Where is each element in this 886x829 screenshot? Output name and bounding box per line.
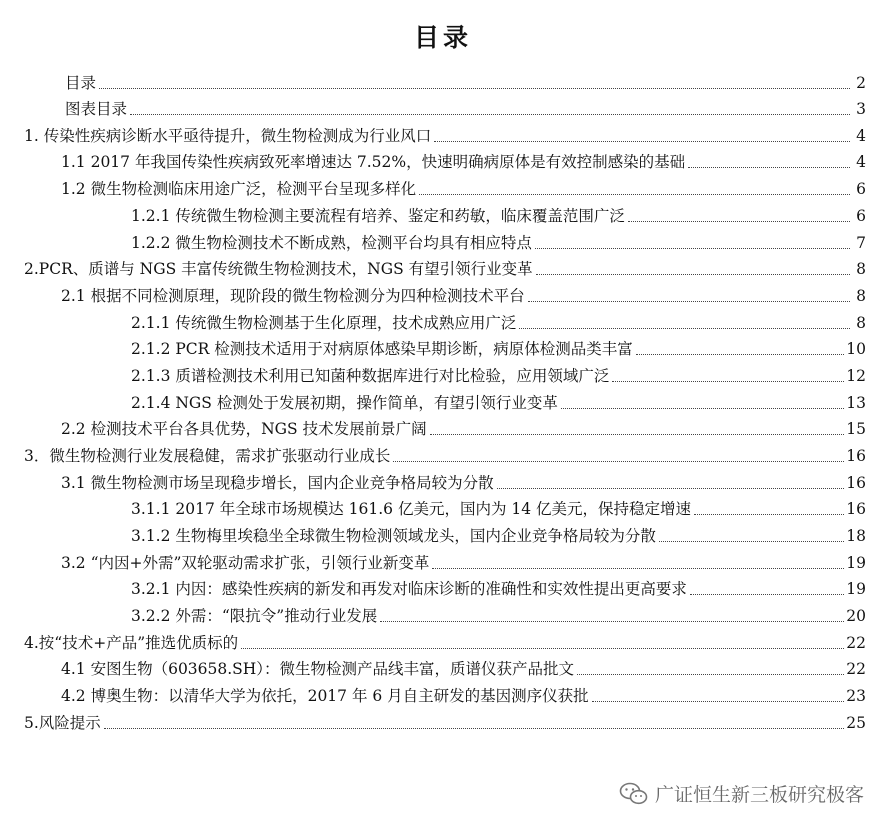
toc-entry[interactable] [24,629,866,653]
toc-leader-dots [432,568,844,569]
toc-entry-text: 3.2.2 外需：“限抗令”推动行业发展 [131,607,378,625]
toc-leader-dots [536,274,850,275]
page-title: 目录 [413,23,472,52]
toc-page-number: 4 [856,127,866,145]
toc-page-number: 20 [846,607,866,625]
toc-leader-dots [612,381,844,382]
toc-leader-dots [380,621,844,622]
toc-leader-dots [497,488,845,489]
toc-entry-text: 4.1 安图生物（603658.SH）：微生物检测产品线丰富，质谱仪获产品批文 [61,660,575,678]
toc-leader-dots [430,434,845,435]
toc-leader-dots [636,354,845,355]
toc-entry[interactable] [131,602,866,626]
toc-entry-text: 3.1.1 2017 年全球市场规模达 161.6 亿美元，国内为 14 亿美元，保持稳定增速 [131,500,692,518]
toc-page-number: 16 [846,447,866,465]
toc-leader-dots [694,514,844,515]
toc-page-number: 4 [856,153,866,171]
wechat-icon [619,781,649,807]
toc-page-number: 18 [846,527,866,545]
toc-leader-dots [561,408,844,409]
toc-page-number: 22 [846,660,866,678]
toc-entry-text: 4.按“技术+产品”推选优质标的 [24,634,239,652]
toc-entry-text: 图表目录 [65,100,128,118]
toc-entry-text: 3.2 “内因+外需”双轮驱动需求扩张，引领行业新变革 [61,554,430,572]
toc-entry[interactable] [61,415,866,439]
toc-entry-text: 3．微生物检测行业发展稳健，需求扩张驱动行业成长 [24,447,391,465]
toc-leader-dots [434,141,850,142]
toc-leader-dots [690,594,844,595]
toc-leader-dots [419,194,850,195]
toc-leader-dots [535,248,850,249]
toc-entry-text: 2.1.2 PCR 检测技术适用于对病原体感染早期诊断，病原体检测品类丰富 [131,340,633,358]
toc-entry[interactable] [61,682,866,706]
toc-page-number: 19 [846,554,866,572]
toc-entry-text: 3.2.1 内因：感染性疾病的新发和再发对临床诊断的准确性和实效性提出更高要求 [131,580,687,598]
watermark [619,780,864,807]
toc-entry[interactable] [61,469,866,493]
toc-entry[interactable] [61,148,866,172]
toc-entry-text: 5.风险提示 [24,714,101,732]
toc-entry[interactable] [131,362,866,386]
watermark-text: 广证恒生新三板研究极客 [654,784,864,806]
toc-leader-dots [659,541,844,542]
toc-entry[interactable] [24,122,866,146]
toc-leader-dots [528,301,850,302]
toc-entry-text: 目录 [65,74,97,92]
toc-page-number: 16 [846,500,866,518]
toc-entry-text: 1.1 2017 年我国传染性疾病致死率增速达 7.52%，快速明确病原体是有效控制感染的基础 [61,153,686,171]
toc-page-number: 10 [846,340,866,358]
toc-leader-dots [688,167,850,168]
toc-entry[interactable] [131,522,866,546]
toc-entry-text: 3.1.2 生物梅里埃稳坐全球微生物检测领域龙头，国内企业竞争格局较为分散 [131,527,656,545]
toc-page-number: 2 [856,74,866,92]
toc-entry-text: 1.2.2 微生物检测技术不断成熟，检测平台均具有相应特点 [131,234,532,252]
toc-entry[interactable] [131,229,866,253]
toc-entry-text: 3.1 微生物检测市场呈现稳步增长，国内企业竞争格局较为分散 [61,474,494,492]
toc-entry[interactable] [65,95,866,119]
toc-page-number: 19 [846,580,866,598]
toc-leader-dots [592,701,845,702]
toc-entry[interactable] [61,549,866,573]
toc-page-number: 6 [856,207,866,225]
toc-page-number: 8 [856,260,866,278]
toc-entry[interactable] [61,282,866,306]
toc-leader-dots [99,88,850,89]
toc-entry-text: 4.2 博奥生物：以清华大学为依托，2017 年 6 月自主研发的基因测序仪获批 [61,687,589,705]
toc-leader-dots [241,648,844,649]
toc-entry[interactable] [24,255,866,279]
toc-page-number: 22 [846,634,866,652]
toc-page-number: 8 [856,287,866,305]
toc-entry-text: 1. 传染性疾病诊断水平亟待提升，微生物检测成为行业风口 [24,127,432,145]
toc-entry[interactable] [131,202,866,226]
toc-entry-text: 2.PCR、质谱与 NGS 丰富传统微生物检测技术，NGS 有望引领行业变革 [24,260,533,278]
toc-page-number: 7 [856,234,866,252]
toc-page-number: 6 [856,180,866,198]
toc-entry[interactable] [24,709,866,733]
toc-entry[interactable] [131,389,866,413]
toc-page-number: 3 [856,100,866,118]
toc-entry-text: 2.1 根据不同检测原理，现阶段的微生物检测分为四种检测技术平台 [61,287,525,305]
toc-page-number: 16 [846,474,866,492]
toc-leader-dots [104,728,844,729]
toc-page-number: 13 [846,394,866,412]
toc-entry[interactable] [131,575,866,599]
toc-entry[interactable] [131,335,866,359]
toc-entry-text: 1.2.1 传统微生物检测主要流程有培养、鉴定和药敏，临床覆盖范围广泛 [131,207,625,225]
toc-entry[interactable] [61,175,866,199]
toc-leader-dots [130,114,850,115]
toc-entry-text: 2.1.1 传统微生物检测基于生化原理，技术成熟应用广泛 [131,314,517,332]
toc-entry[interactable] [131,495,866,519]
toc-entry[interactable] [61,655,866,679]
toc-leader-dots [393,461,844,462]
toc-leader-dots [577,674,844,675]
toc-entry[interactable] [24,442,866,466]
toc-entry-text: 1.2 微生物检测临床用途广泛，检测平台呈现多样化 [61,180,417,198]
toc-leader-dots [519,328,850,329]
toc-page-number: 12 [846,367,866,385]
toc-page-number: 23 [846,687,866,705]
toc-leader-dots [628,221,850,222]
toc-entry-text: 2.1.3 质谱检测技术利用已知菌种数据库进行对比检验，应用领域广泛 [131,367,610,385]
toc-page-number: 8 [856,314,866,332]
toc-entry[interactable] [131,309,866,333]
toc-entry-text: 2.1.4 NGS 检测处于发展初期，操作简单，有望引领行业变革 [131,394,558,412]
toc-page-number: 25 [846,714,866,732]
toc-entry[interactable] [65,69,866,93]
toc-page-number: 15 [846,420,866,438]
toc-entry-text: 2.2 检测技术平台各具优势，NGS 技术发展前景广阔 [61,420,427,438]
